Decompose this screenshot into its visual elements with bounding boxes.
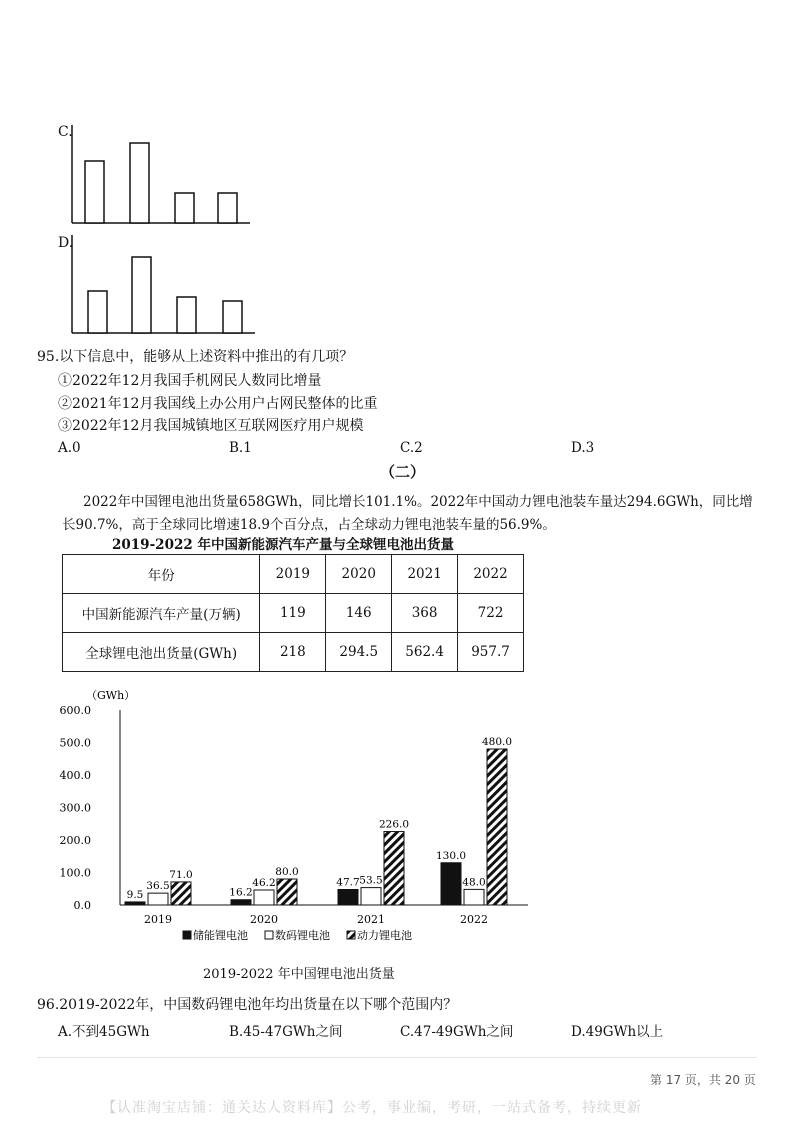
q95-option-a[interactable]: A.0: [58, 440, 81, 456]
bar-value-label: 36.5: [146, 880, 170, 893]
option-c-chart: [70, 125, 260, 225]
x-tick-label: 2019: [144, 913, 172, 926]
bar-动力锂电池-2022: [487, 749, 507, 905]
bar-动力锂电池-2020: [277, 879, 297, 905]
watermark: 【认准淘宝店铺：通关达人资料库】公考，事业编，考研，一站式备考，持续更新: [102, 1100, 642, 1116]
q95-stem: 95.以下信息中，能够从上述资料中推出的有几项？: [37, 349, 354, 365]
q96-option-a[interactable]: A.不到45GWh: [58, 1024, 150, 1040]
chart-title: 2019-2022 年中国锂电池出货量: [203, 967, 395, 982]
y-tick-label: 600.0: [59, 704, 91, 717]
q95-option-d[interactable]: D.3: [571, 440, 595, 456]
table-cell: 218: [260, 633, 326, 672]
table-header-cell: 2019: [260, 555, 326, 594]
bar-储能锂电池-2022: [441, 863, 461, 905]
table-header-row: [63, 555, 524, 594]
bar-value-label: 80.0: [275, 866, 299, 878]
table-header-cell: 年份: [63, 555, 260, 594]
legend-swatch-energy-storage: [183, 931, 191, 939]
table-header-cell: 2022: [458, 555, 524, 594]
legend-swatch-digital: [265, 931, 273, 939]
page-number: 第 17 页，共 20 页: [650, 1073, 756, 1087]
option-c-bar: [218, 193, 237, 223]
y-tick-label: 500.0: [59, 736, 91, 750]
bar-value-label: 480.0: [481, 736, 513, 748]
bar-数码锂电池-2022: [464, 889, 484, 905]
option-d-chart: [70, 235, 260, 335]
bar-数码锂电池-2020: [254, 890, 274, 905]
y-tick-label: 200.0: [59, 834, 91, 847]
x-tick-label: 2021: [357, 913, 385, 926]
q96-option-c[interactable]: C.47-49GWh之间: [400, 1024, 514, 1040]
table-row: [63, 594, 524, 633]
table-cell: 294.5: [326, 633, 392, 672]
footer-divider: [37, 1057, 757, 1058]
chart-y-unit: （GWh）: [86, 689, 136, 702]
legend-swatch-power: [347, 931, 355, 939]
legend-label: 数码锂电池: [275, 929, 330, 942]
q95-option-c[interactable]: C.2: [400, 440, 423, 456]
bar-数码锂电池-2019: [148, 893, 168, 905]
y-tick-label: 100.0: [59, 866, 91, 880]
table-cell: 146: [326, 594, 392, 633]
option-c-bar: [85, 161, 104, 223]
legend-label: 储能锂电池: [193, 929, 248, 942]
section-title: （二）: [380, 463, 426, 481]
option-d-bar: [223, 301, 242, 333]
table-cell: 368: [392, 594, 458, 633]
option-d-bar: [132, 257, 151, 333]
q96-option-b[interactable]: B.45-47GWh之间: [229, 1024, 343, 1040]
q95-item: ②2021年12月我国线上办公用户占网民整体的比重: [58, 396, 378, 412]
paragraph-line: 2022年中国锂电池出货量658GWh，同比增长101.1%。2022年中国动力锂电池装车量达294.6GWh，同比增: [83, 494, 753, 510]
table-cell: 中国新能源汽车产量(万辆): [63, 594, 260, 633]
y-tick-label: 300.0: [59, 801, 91, 815]
x-tick-label: 2020: [250, 913, 278, 926]
option-d-bar: [177, 297, 196, 333]
option-c-label: C.: [58, 124, 73, 140]
bar-动力锂电池-2021: [384, 832, 404, 905]
q95-option-b[interactable]: B.1: [229, 440, 252, 456]
table-row: [63, 633, 524, 672]
paragraph-line: 长90.7%，高于全球同比增速18.9个百分点，占全球动力锂电池装车量的56.9%。: [62, 517, 556, 533]
battery-shipment-chart: [50, 685, 550, 960]
x-tick-label: 2022: [460, 913, 488, 926]
data-table: [62, 554, 524, 672]
q95-item: ③2022年12月我国城镇地区互联网医疗用户规模: [58, 418, 364, 434]
bar-value-label: 16.2: [229, 886, 253, 899]
option-c-bar: [130, 143, 149, 223]
bar-储能锂电池-2020: [231, 900, 251, 905]
bar-储能锂电池-2019: [125, 902, 145, 905]
bar-储能锂电池-2021: [338, 889, 358, 905]
bar-动力锂电池-2019: [171, 882, 191, 905]
table-title: 2019-2022 年中国新能源汽车产量与全球锂电池出货量: [112, 537, 454, 553]
q96-stem: 96.2019-2022年，中国数码锂电池年均出货量在以下哪个范围内？: [37, 997, 458, 1013]
table-cell: 119: [260, 594, 326, 633]
q95-item: ①2022年12月我国手机网民人数同比增量: [58, 373, 322, 389]
bar-value-label: 9.5: [126, 888, 144, 901]
y-tick-label: 400.0: [59, 769, 91, 782]
table-cell: 562.4: [392, 633, 458, 672]
bar-数码锂电池-2021: [361, 888, 381, 905]
bar-value-label: 53.5: [359, 874, 383, 887]
bar-value-label: 226.0: [378, 818, 410, 831]
table-cell: 722: [458, 594, 524, 633]
bar-value-label: 46.2: [252, 876, 276, 889]
table-cell: 全球锂电池出货量(GWh): [63, 633, 260, 672]
legend-label: 动力锂电池: [357, 929, 412, 942]
table-header-cell: 2020: [326, 555, 392, 594]
option-d-bar: [88, 291, 107, 333]
q96-option-d[interactable]: D.49GWh以上: [571, 1024, 664, 1040]
bar-value-label: 48.0: [462, 876, 486, 889]
bar-value-label: 47.7: [336, 876, 360, 889]
table-cell: 957.7: [458, 633, 524, 672]
table-header-cell: 2021: [392, 555, 458, 594]
bar-value-label: 130.0: [435, 849, 467, 862]
option-d-label: D.: [58, 235, 74, 251]
option-c-bar: [175, 193, 194, 223]
y-tick-label: 0.0: [73, 899, 91, 912]
bar-value-label: 71.0: [169, 868, 193, 881]
